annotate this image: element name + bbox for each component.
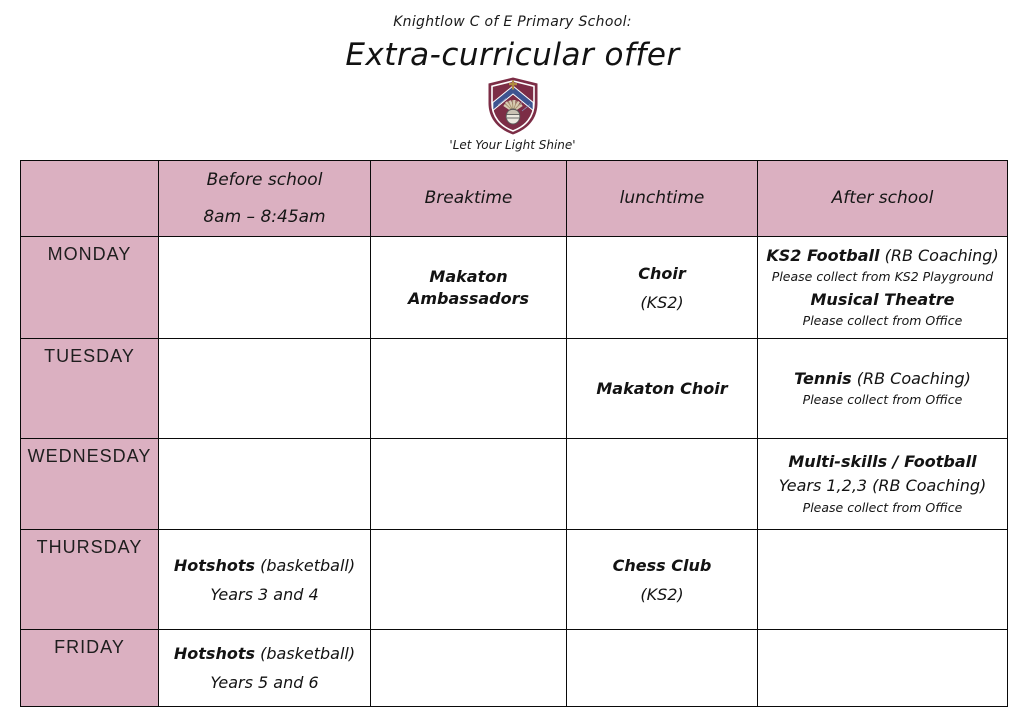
- thursday-lunchtime-cell: [567, 530, 758, 630]
- day-label-wednesday: WEDNESDAY: [21, 439, 159, 530]
- friday-before-school-cell: [159, 630, 371, 707]
- header-row: [21, 161, 1008, 237]
- page-title: Extra-curricular offer: [345, 37, 680, 73]
- collect-note-ks2-playground: Please collect from KS2 Playground: [771, 269, 994, 285]
- activity-tennis-provider: (RB Coaching): [856, 368, 971, 388]
- activity-choir-group: (KS2): [640, 292, 684, 312]
- activity-makaton-choir: Makaton Choir: [596, 378, 728, 398]
- activity-hotshots-sport: (basketball): [260, 644, 356, 663]
- before-school-label: Before school: [206, 169, 323, 190]
- activity-hotshots-name: Hotshots: [173, 644, 255, 663]
- monday-lunchtime-cell: [567, 237, 758, 339]
- collect-note-office: Please collect from Office: [802, 392, 963, 408]
- page-header: [0, 0, 1025, 152]
- tuesday-after-school-cell: [758, 339, 1008, 439]
- activity-multi-skills-years: Years 1,2,3 (RB Coaching): [778, 475, 987, 495]
- friday-after-school-cell: [758, 630, 1008, 707]
- activity-hotshots-years: Years 5 and 6: [210, 673, 319, 692]
- wednesday-after-school-cell: [758, 439, 1008, 530]
- monday-before-school-cell: [159, 237, 371, 339]
- wednesday-before-school-cell: [159, 439, 371, 530]
- tuesday-breaktime-cell: [371, 339, 567, 439]
- activity-choir: Choir: [638, 263, 686, 283]
- activity-hotshots-name: Hotshots: [173, 555, 255, 575]
- activity-hotshots-sport: (basketball): [260, 555, 356, 575]
- school-motto: 'Let Your Light Shine': [449, 138, 576, 152]
- school-crest-icon: [0, 77, 1025, 135]
- collect-note-office: Please collect from Office: [802, 499, 963, 515]
- timetable: [20, 160, 1008, 707]
- friday-breaktime-cell: [371, 630, 567, 707]
- tuesday-lunchtime-cell: [567, 339, 758, 439]
- col-header-before-school: [159, 161, 371, 237]
- thursday-after-school-cell: [758, 530, 1008, 630]
- row-wednesday: [21, 439, 1008, 530]
- activity-ks2-football-provider: (RB Coaching): [884, 245, 999, 265]
- school-name: Knightlow C of E Primary School:: [393, 14, 632, 30]
- row-monday: [21, 237, 1008, 339]
- tuesday-before-school-cell: [159, 339, 371, 439]
- day-label-monday: MONDAY: [21, 237, 159, 339]
- friday-lunchtime-cell: [567, 630, 758, 707]
- day-label-friday: FRIDAY: [21, 630, 159, 707]
- activity-ks2-football: [758, 245, 1007, 267]
- monday-breaktime-cell: [371, 237, 567, 339]
- activity-ks2-football-name: KS2 Football: [766, 245, 880, 265]
- activity-makaton-ambassadors: Makaton Ambassadors: [407, 266, 529, 308]
- collect-note-office: Please collect from Office: [802, 313, 963, 329]
- row-tuesday: [21, 339, 1008, 439]
- thursday-before-school-cell: [159, 530, 371, 630]
- wednesday-breaktime-cell: [371, 439, 567, 530]
- row-thursday: [21, 530, 1008, 630]
- day-label-tuesday: TUESDAY: [21, 339, 159, 439]
- row-friday: [21, 630, 1008, 707]
- before-school-time: 8am – 8:45am: [203, 206, 326, 227]
- monday-after-school-cell: [758, 237, 1008, 339]
- activity-chess-club: Chess Club: [612, 555, 712, 575]
- activity-chess-club-group: (KS2): [640, 584, 684, 604]
- corner-cell: [21, 161, 159, 237]
- col-header-after-school: After school: [758, 161, 1008, 237]
- thursday-breaktime-cell: [371, 530, 567, 630]
- activity-hotshots: [159, 551, 370, 580]
- col-header-lunchtime: lunchtime: [567, 161, 758, 237]
- activity-multi-skills-football: Multi-skills / Football: [788, 452, 977, 472]
- wednesday-lunchtime-cell: [567, 439, 758, 530]
- activity-tennis-name: Tennis: [794, 368, 852, 388]
- activity-hotshots-years: Years 3 and 4: [210, 584, 319, 604]
- activity-musical-theatre: Musical Theatre: [810, 289, 955, 309]
- activity-tennis: [758, 368, 1007, 390]
- col-header-breaktime: Breaktime: [371, 161, 567, 237]
- activity-hotshots: [159, 639, 370, 668]
- day-label-thursday: THURSDAY: [21, 530, 159, 630]
